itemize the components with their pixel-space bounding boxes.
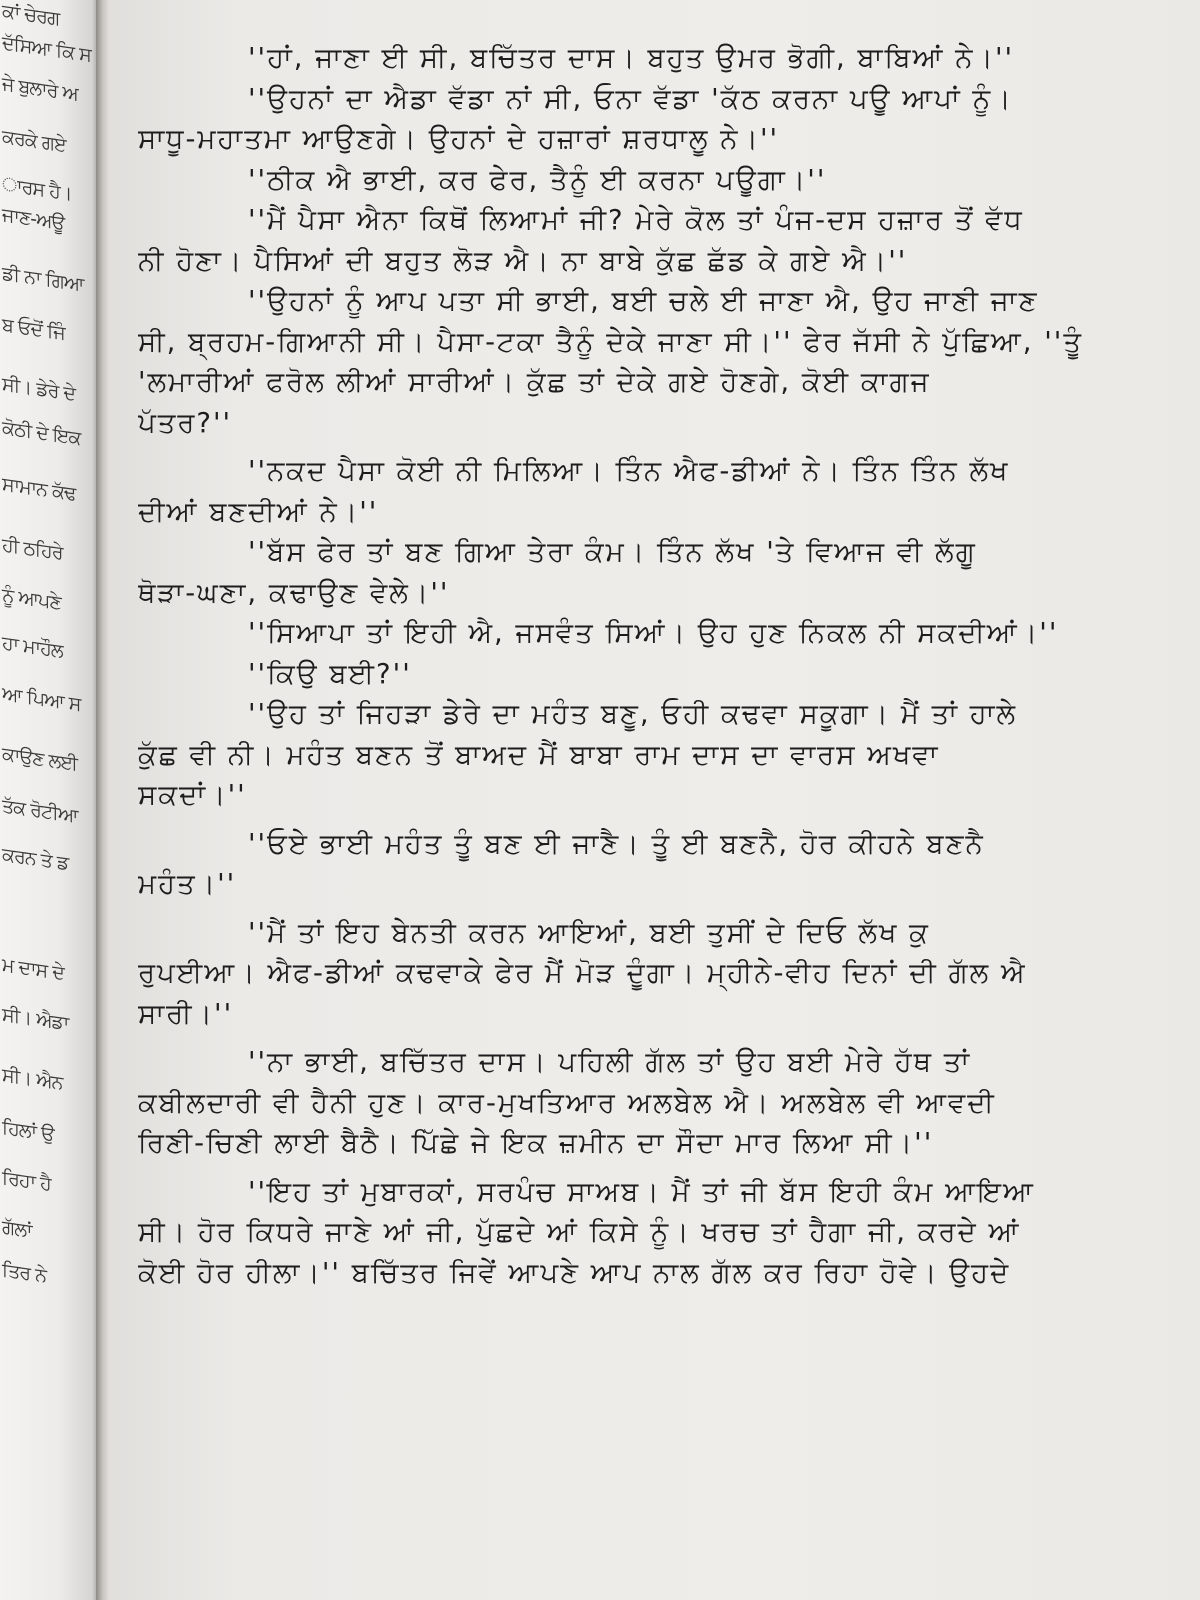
facing-page-fragment: ਸਾਮਾਨ ਕੱਢ — [2, 472, 76, 506]
paragraph — [138, 200, 1200, 281]
facing-page-fragment: ਬ ਓਦੋਂ ਜਿੰ — [2, 313, 65, 345]
paragraph — [138, 532, 1200, 613]
facing-page-fragment: ਸੀ। ਐਨ — [2, 1063, 63, 1095]
book-page — [108, 0, 1200, 1600]
facing-page-fragment: ਹਾ ਮਾਹੌਲ — [2, 631, 63, 663]
text-line: 'ਲਮਾਰੀਆਂ ਫਰੋਲ ਲੀਆਂ ਸਾਰੀਆਂ। ਕੁੱਛ ਤਾਂ ਦੇਕੇ ਗਏ ਹੋਣਗੇ, ਕੋਈ ਕਾਗਜ — [138, 366, 931, 398]
text-line: ਸੀ, ਬ੍ਰਹਮ-ਗਿਆਨੀ ਸੀ। ਪੈਸਾ-ਟਕਾ ਤੈਨੂੰ ਦੇਕੇ ਜਾਣਾ ਸੀ।'' ਫੇਰ ਜੱਸੀ ਨੇ ਪੁੱਛਿਆ, ''ਤੂੰ — [138, 325, 1083, 358]
text-line: ਨੀ ਹੋਣਾ। ਪੈਸਿਆਂ ਦੀ ਬਹੁਤ ਲੋੜ ਐ। ਨਾ ਬਾਬੇ ਕੁੱਛ ਛੱਡ ਕੇ ਗਏ ਐ।'' — [138, 244, 908, 277]
text-line: ਰਿਣੀ-ਚਿਣੀ ਲਾਈ ਬੈਠੈ। ਪਿੱਛੇ ਜੇ ਇਕ ਜ਼ਮੀਨ ਦਾ ਸੌਦਾ ਮਾਰ ਲਿਆ ਸੀ।'' — [138, 1127, 934, 1159]
paragraph — [138, 654, 1200, 695]
facing-page-fragment: ਹਿਲਾਂ ਉ — [2, 1116, 54, 1146]
page-body-text — [138, 38, 1200, 1600]
paragraph — [138, 38, 1200, 79]
facing-page-fragment: ਸੀ। ਐਡਾ — [2, 1003, 69, 1035]
text-line: ਸਾਰੀ।'' — [138, 997, 234, 1030]
facing-page-fragment: ਕਾਂ ਚੇਰਗ — [2, 0, 60, 31]
text-line: ''ਠੀਕ ਐ ਭਾਈ, ਕਰ ਫੇਰ, ਤੈਨੂੰ ਈ ਕਰਨਾ ਪਊਗਾ।'' — [248, 163, 827, 196]
text-line: ''ਹਾਂ, ਜਾਣਾ ਈ ਸੀ, ਬਚਿੱਤਰ ਦਾਸ। ਬਹੁਤ ਉਮਰ ਭੋਗੀ, ਬਾਬਿਆਂ ਨੇ।'' — [248, 42, 1015, 74]
facing-page-fragment: ਾਰਸ ਹੈ। — [2, 173, 72, 205]
paragraph — [138, 1172, 1200, 1294]
paragraph — [138, 79, 1200, 160]
facing-page-fragment: ਨੂੰ ਆਪਣੇ — [2, 583, 61, 615]
text-line: ''ਉਹਨਾਂ ਦਾ ਐਡਾ ਵੱਡਾ ਨਾਂ ਸੀ, ਓਨਾ ਵੱਡਾ 'ਕੱਠ ਕਰਨਾ ਪਊ ਆਪਾਂ ਨੂੰ। — [248, 82, 1013, 115]
facing-page-fragment: ਆ ਪਿਆ ਸ — [2, 682, 81, 716]
text-line: ''ਨਾ ਭਾਈ, ਬਚਿੱਤਰ ਦਾਸ। ਪਹਿਲੀ ਗੱਲ ਤਾਂ ਉਹ ਬਈ ਮੇਰੇ ਹੱਥ ਤਾਂ — [248, 1046, 972, 1078]
paragraph — [138, 160, 1200, 201]
text-line: ਸਾਧੂ-ਮਹਾਤਮਾ ਆਉਣਗੇ। ਉਹਨਾਂ ਦੇ ਹਜ਼ਾਰਾਂ ਸ਼ਰਧਾਲੂ ਨੇ।'' — [138, 123, 780, 155]
paragraph — [138, 613, 1200, 654]
text-line: ''ਮੈਂ ਤਾਂ ਇਹ ਬੇਨਤੀ ਕਰਨ ਆਇਆਂ, ਬਈ ਤੁਸੀਂ ਦੇ ਦਿਓ ਲੱਖ ਕੁ — [248, 916, 930, 949]
facing-page-fragment: ਕਾਉਣ ਲਈ — [2, 742, 78, 776]
text-line: ''ਕਿਉ ਬਈ?'' — [248, 657, 412, 690]
text-line: ਸਕਦਾਂ।'' — [138, 779, 247, 811]
text-line: ''ਇਹ ਤਾਂ ਮੁਬਾਰਕਾਂ, ਸਰਪੰਚ ਸਾਅਬ। ਮੈਂ ਤਾਂ ਜੀ ਬੱਸ ਇਹੀ ਕੰਮ ਆਇਆ — [248, 1175, 1035, 1208]
facing-page-fragment: ਰਿਹਾ ਹੈ — [2, 1166, 51, 1196]
paragraph — [138, 694, 1200, 816]
paragraph — [138, 1042, 1200, 1164]
text-line: ''ਬੱਸ ਫੇਰ ਤਾਂ ਬਣ ਗਿਆ ਤੇਰਾ ਕੰਮ। ਤਿੰਨ ਲੱਖ 'ਤੇ ਵਿਆਜ ਵੀ ਲੱਗੂ — [248, 536, 977, 568]
facing-page-fragment: ਮ ਦਾਸ ਦੇ — [2, 953, 64, 985]
text-line: ''ਓਏ ਭਾਈ ਮਹੰਤ ਤੂੰ ਬਣ ਈ ਜਾਣੈ। ਤੂੰ ਈ ਬਣਨੈ, ਹੋਰ ਕੀਹਨੇ ਬਣਨੈ — [248, 827, 985, 860]
paragraph — [138, 824, 1200, 905]
paragraph — [138, 451, 1200, 532]
facing-page-fragment: ਸੀ। ਡੇਰੇ ਦੇ — [2, 372, 75, 406]
facing-page-fragment: ਕੋਠੀ ਦੇ ਇਕ — [2, 416, 81, 450]
text-line: ਥੋੜਾ-ਘਣਾ, ਕਢਾਉਣ ਵੇਲੇ।'' — [138, 576, 450, 609]
facing-page-fragment: ਦੱਸਿਆ ਕਿ ਸ — [2, 31, 91, 67]
text-line: ''ਉਹਨਾਂ ਨੂੰ ਆਪ ਪਤਾ ਸੀ ਭਾਈ, ਬਈ ਚਲੇ ਈ ਜਾਣਾ ਐ, ਉਹ ਜਾਣੀ ਜਾਣ — [248, 285, 1039, 317]
text-line: ਕੋਈ ਹੋਰ ਹੀਲਾ।'' ਬਚਿੱਤਰ ਜਿਵੇਂ ਆਪਣੇ ਆਪ ਨਾਲ ਗੱਲ ਕਰ ਰਿਹਾ ਹੋਵੇ। ਉਹਦੇ — [138, 1256, 1011, 1289]
facing-page-fragment: ਜਾਣ-ਅਊ — [2, 203, 65, 235]
text-line: ''ਉਹ ਤਾਂ ਜਿਹੜਾ ਡੇਰੇ ਦਾ ਮਹੰਤ ਬਣੂ, ਓਹੀ ਕਢਵਾ ਸਕੂਗਾ। ਮੈਂ ਤਾਂ ਹਾਲੇ — [248, 698, 1018, 730]
text-line: ਮਹੰਤ।'' — [138, 868, 237, 900]
facing-page-fragment: ਡੀ ਨਾ ਗਿਆ — [2, 262, 84, 296]
facing-page-edge — [0, 0, 100, 1600]
facing-page-fragment: ਹੀ ਠਹਿਰੇ — [2, 533, 63, 565]
facing-page-fragment: ਕਰਕੇ ਗਏ — [2, 125, 66, 157]
facing-page-fragment: ਤੱਕ ਰੋਟੀਆ — [2, 794, 78, 828]
facing-page-fragment: ਤਿਰ ਨੇ — [2, 1258, 46, 1288]
facing-page-fragment: ਗੱਲਾਂ — [2, 1215, 32, 1243]
text-line: ਕੁੱਛ ਵੀ ਨੀ। ਮਹੰਤ ਬਣਨ ਤੋਂ ਬਾਅਦ ਮੈਂ ਬਾਬਾ ਰਾਮ ਦਾਸ ਦਾ ਵਾਰਸ ਅਖਵਾ — [138, 738, 940, 771]
text-line: ''ਮੈਂ ਪੈਸਾ ਐਨਾ ਕਿਥੋਂ ਲਿਆਮਾਂ ਜੀ? ਮੇਰੇ ਕੋਲ ਤਾਂ ਪੰਜ-ਦਸ ਹਜ਼ਾਰ ਤੋਂ ਵੱਧ — [248, 204, 1024, 236]
text-line: ''ਸਿਆਪਾ ਤਾਂ ਇਹੀ ਐ, ਜਸਵੰਤ ਸਿਆਂ। ਉਹ ਹੁਣ ਨਿਕਲ ਨੀ ਸਕਦੀਆਂ।'' — [248, 617, 1059, 649]
facing-page-fragment: ਜੇ ਬੁਲਾਰੇ ਅ — [2, 72, 78, 106]
paragraph — [138, 913, 1200, 1035]
text-line: ''ਨਕਦ ਪੈਸਾ ਕੋਈ ਨੀ ਮਿਲਿਆ। ਤਿੰਨ ਐਫ-ਡੀਆਂ ਨੇ। ਤਿੰਨ ਤਿੰਨ ਲੱਖ — [248, 455, 1010, 487]
text-line: ਸੀ। ਹੋਰ ਕਿਧਰੇ ਜਾਣੇ ਆਂ ਜੀ, ਪੁੱਛਦੇ ਆਂ ਕਿਸੇ ਨੂੰ। ਖਰਚ ਤਾਂ ਹੈਗਾ ਜੀ, ਕਰਦੇ ਆਂ — [138, 1216, 1021, 1248]
text-line: ਕਬੀਲਦਾਰੀ ਵੀ ਹੈਨੀ ਹੁਣ। ਕਾਰ-ਮੁਖਤਿਆਰ ਅਲਬੇਲ ਐ। ਅਲਬੇਲ ਵੀ ਆਵਦੀ — [138, 1086, 996, 1119]
paragraph — [138, 281, 1200, 443]
text-line: ਪੱਤਰ?'' — [138, 406, 233, 439]
text-line: ਰੁਪਈਆ। ਐਫ-ਡੀਆਂ ਕਢਵਾਕੇ ਫੇਰ ਮੈਂ ਮੋੜ ਦੂੰਗਾ। ਮ੍ਹੀਨੇ-ਵੀਹ ਦਿਨਾਂ ਦੀ ਗੱਲ ਐ — [138, 957, 1027, 989]
facing-page-fragment: ਕਰਨ ਤੇ ਡ — [2, 843, 69, 875]
text-line: ਦੀਆਂ ਬਣਦੀਆਂ ਨੇ।'' — [138, 495, 379, 528]
